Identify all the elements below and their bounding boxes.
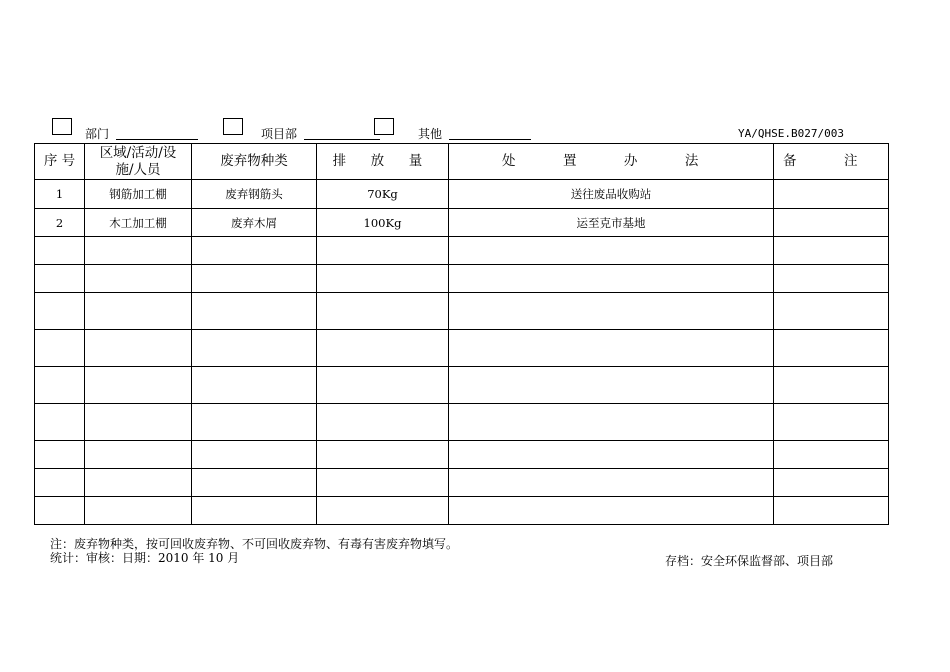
col-header-index: 序 号 <box>35 144 85 180</box>
cell-waste-type[interactable]: 废弃木屑 <box>192 209 317 237</box>
table-row <box>35 180 889 209</box>
table-header-row <box>35 144 889 180</box>
col-header-waste-type: 废弃物种类 <box>192 144 317 180</box>
cell-area[interactable] <box>85 404 192 441</box>
cell-index[interactable] <box>35 367 85 404</box>
cell-waste-type[interactable] <box>192 265 317 293</box>
cell-disposal[interactable] <box>449 404 774 441</box>
cell-quantity[interactable]: 100Kg <box>317 209 449 237</box>
cell-index[interactable] <box>35 404 85 441</box>
cell-remarks[interactable] <box>774 237 889 265</box>
project-label: 项目部 <box>261 127 298 141</box>
cell-area[interactable] <box>85 265 192 293</box>
cell-waste-type[interactable] <box>192 469 317 497</box>
table-body <box>35 180 889 525</box>
cell-waste-type[interactable] <box>192 293 317 330</box>
cell-remarks[interactable] <box>774 330 889 367</box>
col-header-quantity: 排 放 量 <box>317 144 449 180</box>
cell-quantity[interactable] <box>317 265 449 293</box>
cell-remarks[interactable] <box>774 209 889 237</box>
cell-quantity[interactable] <box>317 497 449 525</box>
cell-index[interactable]: 2 <box>35 209 85 237</box>
cell-disposal[interactable]: 运至克市基地 <box>449 209 774 237</box>
cell-index[interactable] <box>35 497 85 525</box>
col-header-disposal: 处 置 办 法 <box>449 144 774 180</box>
table-row <box>35 265 889 293</box>
table-row <box>35 404 889 441</box>
cell-remarks[interactable] <box>774 180 889 209</box>
project-fill-line[interactable] <box>304 139 380 140</box>
cell-index[interactable] <box>35 469 85 497</box>
table-row <box>35 330 889 367</box>
cell-quantity[interactable] <box>317 367 449 404</box>
cell-index[interactable] <box>35 330 85 367</box>
cell-waste-type[interactable] <box>192 367 317 404</box>
table-row <box>35 237 889 265</box>
cell-disposal[interactable] <box>449 441 774 469</box>
cell-waste-type[interactable] <box>192 237 317 265</box>
footer-archive: 存档：安全环保监督部、项目部 <box>665 554 834 568</box>
cell-area[interactable] <box>85 469 192 497</box>
cell-remarks[interactable] <box>774 469 889 497</box>
other-checkbox[interactable] <box>374 118 394 135</box>
cell-quantity[interactable] <box>317 469 449 497</box>
cell-disposal[interactable] <box>449 265 774 293</box>
waste-discharge-table <box>34 143 889 525</box>
dept-checkbox[interactable] <box>52 118 72 135</box>
cell-remarks[interactable] <box>774 293 889 330</box>
cell-area[interactable] <box>85 237 192 265</box>
cell-area[interactable]: 木工加工棚 <box>85 209 192 237</box>
cell-area[interactable] <box>85 441 192 469</box>
cell-remarks[interactable] <box>774 367 889 404</box>
footer-note: 注：废弃物种类，按可回收废弃物、不可回收废弃物、有毒有害废弃物填写。 <box>50 537 459 551</box>
cell-waste-type[interactable] <box>192 330 317 367</box>
dept-fill-line[interactable] <box>116 139 198 140</box>
table-row <box>35 497 889 525</box>
cell-index[interactable]: 1 <box>35 180 85 209</box>
cell-index[interactable] <box>35 237 85 265</box>
form-header <box>0 0 950 145</box>
cell-quantity[interactable] <box>317 404 449 441</box>
cell-waste-type[interactable]: 废弃钢筋头 <box>192 180 317 209</box>
table-row <box>35 441 889 469</box>
other-fill-line[interactable] <box>449 139 531 140</box>
cell-area[interactable] <box>85 330 192 367</box>
cell-index[interactable] <box>35 265 85 293</box>
document-code: YA/QHSE.B027/003 <box>738 127 844 140</box>
cell-remarks[interactable] <box>774 441 889 469</box>
cell-waste-type[interactable] <box>192 441 317 469</box>
table-row <box>35 367 889 404</box>
cell-waste-type[interactable] <box>192 404 317 441</box>
cell-disposal[interactable] <box>449 293 774 330</box>
cell-area[interactable] <box>85 367 192 404</box>
cell-area[interactable] <box>85 497 192 525</box>
project-checkbox[interactable] <box>223 118 243 135</box>
cell-disposal[interactable] <box>449 497 774 525</box>
cell-disposal[interactable] <box>449 330 774 367</box>
cell-index[interactable] <box>35 441 85 469</box>
cell-index[interactable] <box>35 293 85 330</box>
other-label: 其他 <box>418 127 443 141</box>
table-row <box>35 209 889 237</box>
footer-stats: 统计：审核：日期：2010 年 10 月 <box>50 551 240 565</box>
cell-quantity[interactable] <box>317 237 449 265</box>
cell-remarks[interactable] <box>774 497 889 525</box>
cell-area[interactable] <box>85 293 192 330</box>
cell-remarks[interactable] <box>774 265 889 293</box>
table-row <box>35 293 889 330</box>
cell-disposal[interactable]: 送往废品收购站 <box>449 180 774 209</box>
cell-area[interactable]: 钢筋加工棚 <box>85 180 192 209</box>
col-header-area: 区域/活动/设施/人员 <box>85 144 192 180</box>
cell-quantity[interactable] <box>317 293 449 330</box>
col-header-remarks: 备 注 <box>774 144 889 180</box>
cell-disposal[interactable] <box>449 469 774 497</box>
dept-label: 部门 <box>85 127 110 141</box>
table-row <box>35 469 889 497</box>
cell-waste-type[interactable] <box>192 497 317 525</box>
cell-quantity[interactable]: 70Kg <box>317 180 449 209</box>
cell-remarks[interactable] <box>774 404 889 441</box>
cell-quantity[interactable] <box>317 330 449 367</box>
cell-disposal[interactable] <box>449 237 774 265</box>
cell-disposal[interactable] <box>449 367 774 404</box>
cell-quantity[interactable] <box>317 441 449 469</box>
